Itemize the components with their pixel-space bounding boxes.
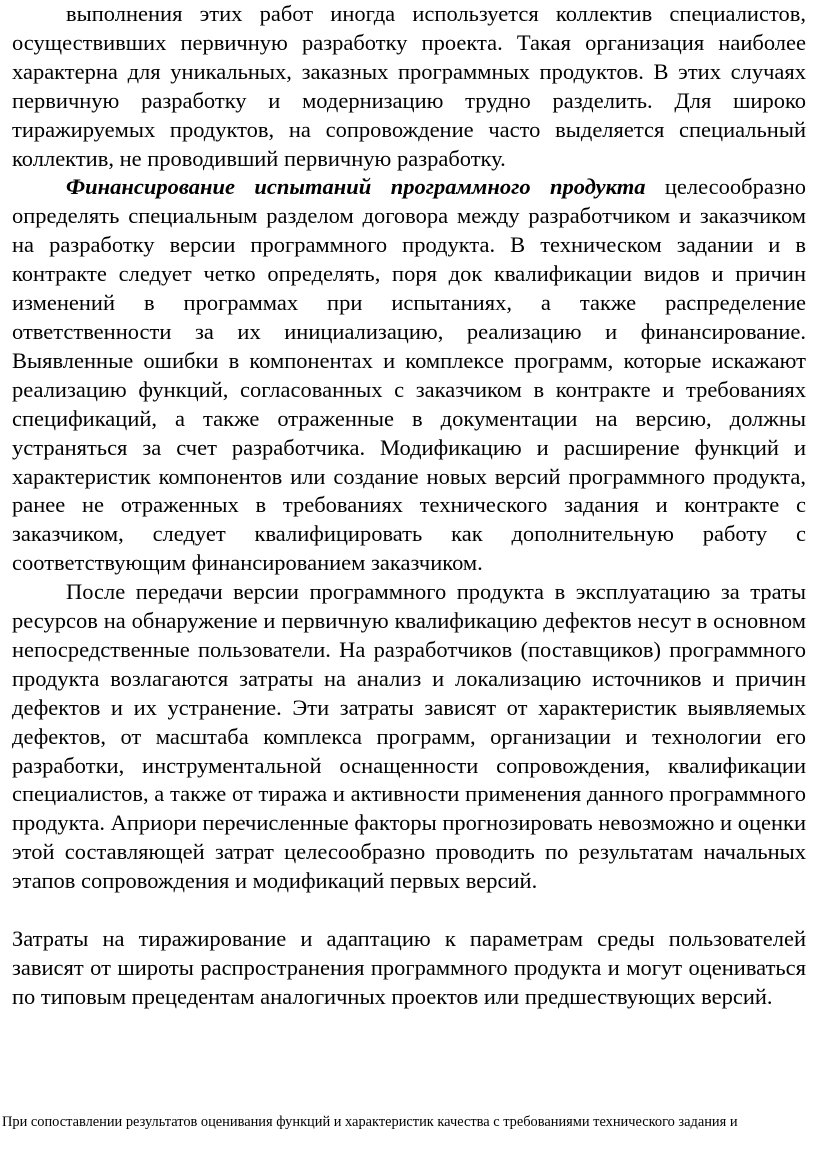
paragraph-gap bbox=[12, 896, 806, 925]
footnote-text: При сопоставлении результатов оценивания функций и характеристик качества с требованиями технического задания и bbox=[2, 1114, 738, 1130]
paragraph-replication-costs: Затраты на тиражирование и адаптацию к параметрам среды пользователей зависят от широты распространения программного продукта и могут оцениваться по типовым прецедентам аналогичных проектов или предшествующих версий. bbox=[12, 926, 806, 1009]
paragraph-testing-financing bbox=[12, 173, 806, 578]
paragraph-testing-financing-text: целесообразно определять специальным разделом договора между разработчиком и заказчиком на разработку версии программного продукта. В техническом задании и в контракте следует четко определять, поря док квалификации видов и причин изменений в программах при испытаниях, а также распределение ответственности за их инициализацию, реализацию и финансирование. Выявленные ошибки в компонентах и комплексе программ, которые искажают реализацию функций, согласованных с заказчиком в контракте и требованиях спецификаций, а также отраженные в документации на версию, должны устраняться за счет разработчика. Модификацию и расширение функций и характеристик компонентов или создание новых версий программного продукта, ранее не отраженных в требованиях технического задания и контракте с заказчиком, следует квалифицировать как дополнительную работу с соответствующим финансированием заказчиком. bbox=[12, 174, 806, 576]
document-page bbox=[12, 0, 806, 1012]
paragraph-maintenance-team: выполнения этих работ иногда используется коллектив специалистов, осуществивших первичную разработку проекта. Такая организация наиболее характерна для уникальных, заказных программных продуктов. В этих случаях первичную разработку и модернизацию трудно разделить. Для широко тиражируемых продуктов, на сопровождение часто выделяется специальный коллектив, не проводивший первичную разработку. bbox=[12, 1, 806, 171]
paragraph-operation-costs: После передачи версии программного продукта в эксплуатацию за траты ресурсов на обнаружение и первичную квалификацию дефектов несут в основном непосредственные пользователи. На разработчиков (поставщиков) программного продукта возлагаются затраты на анализ и локализацию источников и причин дефектов и их устранение. Эти затраты зависят от характеристик выявляемых дефектов, от масштаба комплекса программ, организации и технологии его разработки, инструментальной оснащенности сопровождения, квалификации специалистов, а также от тиража и активности применения данного программного продукта. Априори перечисленные факторы прогнозировать невозможно и оценки этой составляющей затрат целесообразно проводить по результатам начальных этапов сопровождения и модификаций первых версий. bbox=[12, 579, 806, 894]
term-testing-financing: Финансирование испытаний программного продукта bbox=[66, 174, 646, 200]
